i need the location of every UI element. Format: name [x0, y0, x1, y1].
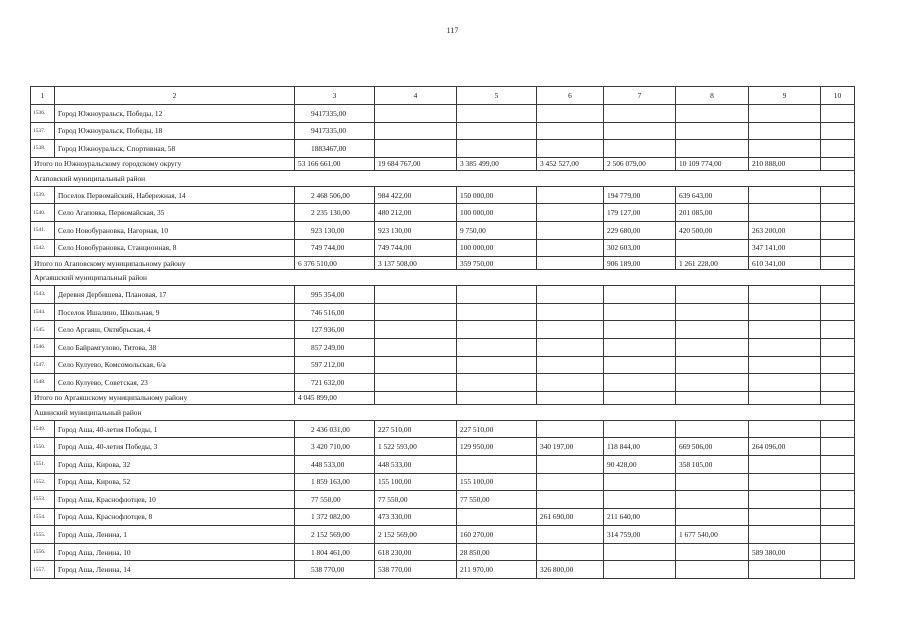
- table-row: [31, 420, 855, 438]
- amount-cell: 923 130,00: [375, 221, 457, 239]
- amount-cell: 473 330,00: [375, 508, 457, 526]
- amount-cell: [821, 338, 855, 356]
- row-index: 1547.: [31, 356, 55, 374]
- amount-cell: 669 506,00: [676, 438, 749, 456]
- column-header: 2: [55, 87, 295, 105]
- amount-cell: [821, 140, 855, 158]
- amount-cell: 3 137 508,00: [375, 257, 457, 270]
- amount-cell: 118 844,00: [604, 438, 676, 456]
- amount-cell: 150 000,00: [457, 186, 537, 204]
- amount-cell: [537, 473, 604, 491]
- amount-cell: [676, 543, 749, 561]
- amount-cell: [676, 338, 749, 356]
- amount-cell: [821, 204, 855, 222]
- address-cell: Деревня Дербишева, Плановая, 17: [55, 286, 295, 304]
- amount-cell: 155 100,00: [375, 473, 457, 491]
- total-label: Итого по Агаповскому муниципальному району: [31, 257, 295, 270]
- address-cell: Город Аша, Кирова, 52: [55, 473, 295, 491]
- amount-cell: 10 109 774,00: [676, 157, 749, 170]
- amount-cell: 618 230,00: [375, 543, 457, 561]
- amount-cell: [537, 221, 604, 239]
- amount-cell: 2 436 031,00: [295, 420, 375, 438]
- amount-cell: [676, 491, 749, 509]
- amount-cell: [375, 374, 457, 392]
- amount-cell: 984 422,00: [375, 186, 457, 204]
- amount-cell: 210 888,00: [749, 157, 821, 170]
- amount-cell: 1 261 228,00: [676, 257, 749, 270]
- amount-cell: [457, 508, 537, 526]
- amount-cell: [749, 356, 821, 374]
- amount-cell: [676, 356, 749, 374]
- amount-cell: [749, 473, 821, 491]
- address-cell: Город Аша, Краснофлотцев, 10: [55, 491, 295, 509]
- amount-cell: 2 152 569,00: [375, 526, 457, 544]
- table-row: [31, 221, 855, 239]
- amount-cell: [821, 491, 855, 509]
- amount-cell: 179 127,00: [604, 204, 676, 222]
- amount-cell: [749, 338, 821, 356]
- amount-cell: 358 105,00: [676, 455, 749, 473]
- amount-cell: [676, 140, 749, 158]
- amount-cell: [537, 420, 604, 438]
- amount-cell: [375, 122, 457, 140]
- amount-cell: 340 197,00: [537, 438, 604, 456]
- amount-cell: [604, 356, 676, 374]
- amount-cell: [821, 286, 855, 304]
- amount-cell: 155 100,00: [457, 473, 537, 491]
- amount-cell: [676, 286, 749, 304]
- table-row: [31, 286, 855, 304]
- amount-cell: 1 859 163,00: [295, 473, 375, 491]
- table-row: [31, 303, 855, 321]
- amount-cell: [604, 338, 676, 356]
- amount-cell: [749, 374, 821, 392]
- amount-cell: [749, 561, 821, 579]
- amount-cell: [457, 122, 537, 140]
- address-cell: Село Кулуево, Советская, 23: [55, 374, 295, 392]
- table-row: [31, 561, 855, 579]
- amount-cell: 9417335,00: [295, 105, 375, 123]
- row-index: 1537.: [31, 122, 55, 140]
- amount-cell: [537, 257, 604, 270]
- amount-cell: 597 212,00: [295, 356, 375, 374]
- amount-cell: 90 428,00: [604, 455, 676, 473]
- amount-cell: [749, 105, 821, 123]
- amount-cell: 610 341,00: [749, 257, 821, 270]
- amount-cell: [821, 157, 855, 170]
- amount-cell: [749, 186, 821, 204]
- amount-cell: 160 270,00: [457, 526, 537, 544]
- amount-cell: [457, 356, 537, 374]
- amount-cell: [537, 186, 604, 204]
- amount-cell: [457, 286, 537, 304]
- amount-cell: 857 249,00: [295, 338, 375, 356]
- amount-cell: 77 550,00: [375, 491, 457, 509]
- amount-cell: 264 096,00: [749, 438, 821, 456]
- table-row: [31, 122, 855, 140]
- amount-cell: [821, 239, 855, 257]
- amount-cell: [821, 221, 855, 239]
- table-row: [31, 543, 855, 561]
- address-cell: Село Аргаяш, Октябрьская, 4: [55, 321, 295, 339]
- column-header: 6: [537, 87, 604, 105]
- amount-cell: [749, 140, 821, 158]
- amount-cell: 1 372 082,00: [295, 508, 375, 526]
- table-row: [31, 356, 855, 374]
- amount-cell: [537, 526, 604, 544]
- amount-cell: [537, 338, 604, 356]
- amount-cell: [375, 356, 457, 374]
- table-row: [31, 239, 855, 257]
- amount-cell: 538 770,00: [295, 561, 375, 579]
- amount-cell: 53 166 661,00: [295, 157, 375, 170]
- amount-cell: [604, 491, 676, 509]
- amount-cell: 448 533,00: [295, 455, 375, 473]
- table-row: [31, 374, 855, 392]
- table-header-row: [31, 87, 855, 105]
- amount-cell: 227 510,00: [457, 420, 537, 438]
- row-index: 1552.: [31, 473, 55, 491]
- amount-cell: [537, 303, 604, 321]
- amount-cell: [676, 508, 749, 526]
- amount-cell: [676, 374, 749, 392]
- address-cell: Село Агаповка, Первомайская, 35: [55, 204, 295, 222]
- amount-cell: 100 000,00: [457, 239, 537, 257]
- amount-cell: 923 130,00: [295, 221, 375, 239]
- amount-cell: 3 420 710,00: [295, 438, 375, 456]
- amount-cell: [375, 303, 457, 321]
- amount-cell: 28 850,00: [457, 543, 537, 561]
- amount-cell: [537, 543, 604, 561]
- amount-cell: 639 643,00: [676, 186, 749, 204]
- amount-cell: [821, 420, 855, 438]
- amount-cell: [537, 356, 604, 374]
- amount-cell: 19 684 767,00: [375, 157, 457, 170]
- amount-cell: 201 085,00: [676, 204, 749, 222]
- amount-cell: 359 750,00: [457, 257, 537, 270]
- section-label: Аргаяшский муниципальный район: [31, 270, 855, 286]
- amount-cell: [749, 204, 821, 222]
- amount-cell: [676, 321, 749, 339]
- amount-cell: [821, 508, 855, 526]
- total-row: [31, 157, 855, 170]
- row-index: 1541.: [31, 221, 55, 239]
- amount-cell: 1 804 461,00: [295, 543, 375, 561]
- table-row: [31, 186, 855, 204]
- amount-cell: [604, 420, 676, 438]
- amount-cell: 420 500,00: [676, 221, 749, 239]
- address-cell: Город Аша, Ленина, 1: [55, 526, 295, 544]
- amount-cell: [604, 286, 676, 304]
- row-index: 1556.: [31, 543, 55, 561]
- amount-cell: [821, 303, 855, 321]
- address-cell: Поселок Первомайский, Набережная, 14: [55, 186, 295, 204]
- section-label: Агаповский муниципальный район: [31, 170, 855, 186]
- amount-cell: 4 045 899,00: [295, 391, 375, 404]
- amount-cell: [375, 338, 457, 356]
- amount-cell: [821, 438, 855, 456]
- amount-cell: [821, 356, 855, 374]
- row-index: 1546.: [31, 338, 55, 356]
- amount-cell: [749, 508, 821, 526]
- total-label: Итого по Южноуральскому городскому округу: [31, 157, 295, 170]
- amount-cell: 227 510,00: [375, 420, 457, 438]
- amount-cell: 129 950,00: [457, 438, 537, 456]
- address-cell: Город Аша, 40-летия Победы, 3: [55, 438, 295, 456]
- amount-cell: [821, 473, 855, 491]
- table-row: [31, 473, 855, 491]
- table-row: [31, 140, 855, 158]
- amount-cell: 9 750,00: [457, 221, 537, 239]
- amount-cell: [537, 239, 604, 257]
- section-header-row: [31, 170, 855, 186]
- amount-cell: [676, 391, 749, 404]
- address-cell: Город Аша, Ленина, 14: [55, 561, 295, 579]
- amount-cell: [375, 286, 457, 304]
- row-index: 1549.: [31, 420, 55, 438]
- amount-cell: [604, 391, 676, 404]
- page-number: 117: [446, 26, 459, 35]
- amount-cell: [537, 455, 604, 473]
- row-index: 1542.: [31, 239, 55, 257]
- amount-cell: 538 770,00: [375, 561, 457, 579]
- row-index: 1555.: [31, 526, 55, 544]
- address-cell: Город Аша, Кирова, 32: [55, 455, 295, 473]
- amount-cell: [821, 455, 855, 473]
- amount-cell: [604, 543, 676, 561]
- amount-cell: 347 141,00: [749, 239, 821, 257]
- address-cell: Город Южноуральск, Победы, 18: [55, 122, 295, 140]
- amount-cell: [821, 257, 855, 270]
- amount-cell: [821, 526, 855, 544]
- amount-cell: [375, 391, 457, 404]
- row-index: 1553.: [31, 491, 55, 509]
- total-row: [31, 257, 855, 270]
- amount-cell: [676, 239, 749, 257]
- table-row: [31, 508, 855, 526]
- amount-cell: [749, 286, 821, 304]
- amount-cell: [375, 321, 457, 339]
- amount-cell: [604, 321, 676, 339]
- amount-cell: 3 452 527,00: [537, 157, 604, 170]
- amount-cell: 589 380,00: [749, 543, 821, 561]
- row-index: 1540.: [31, 204, 55, 222]
- amount-cell: 211 970,00: [457, 561, 537, 579]
- address-cell: Город Аша, Ленина, 10: [55, 543, 295, 561]
- address-cell: Село Новобурановка, Станционная, 8: [55, 239, 295, 257]
- amount-cell: 448 533,00: [375, 455, 457, 473]
- amount-cell: 749 744,00: [295, 239, 375, 257]
- amount-cell: 2 152 569,00: [295, 526, 375, 544]
- amount-cell: 77 550,00: [295, 491, 375, 509]
- amount-cell: 9417335,00: [295, 122, 375, 140]
- amount-cell: 995 354,00: [295, 286, 375, 304]
- amount-cell: [749, 303, 821, 321]
- row-index: 1543.: [31, 286, 55, 304]
- amount-cell: 3 385 499,00: [457, 157, 537, 170]
- table-row: [31, 526, 855, 544]
- column-header: 3: [295, 87, 375, 105]
- row-index: 1550.: [31, 438, 55, 456]
- amount-cell: [749, 391, 821, 404]
- amount-cell: [457, 140, 537, 158]
- amount-cell: [821, 105, 855, 123]
- row-index: 1536.: [31, 105, 55, 123]
- amount-cell: [537, 286, 604, 304]
- amount-cell: 2 235 130,00: [295, 204, 375, 222]
- table-row: [31, 438, 855, 456]
- amount-cell: [457, 321, 537, 339]
- amount-cell: [537, 105, 604, 123]
- column-header: 1: [31, 87, 55, 105]
- amount-cell: [604, 303, 676, 321]
- amount-cell: [604, 473, 676, 491]
- amount-cell: [537, 122, 604, 140]
- amount-cell: 263 200,00: [749, 221, 821, 239]
- amount-cell: [604, 561, 676, 579]
- amount-cell: [676, 122, 749, 140]
- amount-cell: 302 603,00: [604, 239, 676, 257]
- amount-cell: [821, 122, 855, 140]
- address-cell: Село Кулуево, Комсомольская, 6/а: [55, 356, 295, 374]
- amount-cell: 229 680,00: [604, 221, 676, 239]
- amount-cell: [375, 140, 457, 158]
- section-header-row: [31, 404, 855, 420]
- amount-cell: [676, 561, 749, 579]
- amount-cell: [676, 303, 749, 321]
- row-index: 1539.: [31, 186, 55, 204]
- amount-cell: [749, 420, 821, 438]
- amount-cell: [537, 374, 604, 392]
- column-header: 4: [375, 87, 457, 105]
- amount-cell: 261 690,00: [537, 508, 604, 526]
- column-header: 5: [457, 87, 537, 105]
- amount-cell: 194 779,00: [604, 186, 676, 204]
- amount-cell: [676, 420, 749, 438]
- amount-cell: [749, 455, 821, 473]
- amount-cell: [537, 491, 604, 509]
- amount-cell: [604, 140, 676, 158]
- amount-cell: 1 522 593,00: [375, 438, 457, 456]
- amount-cell: [749, 491, 821, 509]
- budget-table: [30, 86, 855, 579]
- amount-cell: 2 506 079,00: [604, 157, 676, 170]
- table-row: [31, 204, 855, 222]
- column-header: 7: [604, 87, 676, 105]
- amount-cell: [821, 561, 855, 579]
- amount-cell: 127 936,00: [295, 321, 375, 339]
- section-header-row: [31, 270, 855, 286]
- row-index: 1551.: [31, 455, 55, 473]
- table-row: [31, 491, 855, 509]
- amount-cell: [537, 140, 604, 158]
- amount-cell: 2 468 506,00: [295, 186, 375, 204]
- address-cell: Город Южноуральск, Спортивная, 58: [55, 140, 295, 158]
- total-row: [31, 391, 855, 404]
- amount-cell: 1 677 540,00: [676, 526, 749, 544]
- amount-cell: [604, 122, 676, 140]
- amount-cell: [821, 391, 855, 404]
- amount-cell: 211 640,00: [604, 508, 676, 526]
- amount-cell: 314 759,00: [604, 526, 676, 544]
- amount-cell: 77 550,00: [457, 491, 537, 509]
- amount-cell: [457, 374, 537, 392]
- amount-cell: [821, 321, 855, 339]
- amount-cell: [749, 122, 821, 140]
- amount-cell: [457, 105, 537, 123]
- amount-cell: [457, 391, 537, 404]
- amount-cell: 100 000,00: [457, 204, 537, 222]
- amount-cell: 6 376 510,00: [295, 257, 375, 270]
- table-row: [31, 321, 855, 339]
- address-cell: Город Аша, 40-летия Победы, 1: [55, 420, 295, 438]
- table-row: [31, 105, 855, 123]
- table-row: [31, 455, 855, 473]
- amount-cell: [676, 105, 749, 123]
- amount-cell: 721 632,00: [295, 374, 375, 392]
- column-header: 10: [821, 87, 855, 105]
- column-header: 9: [749, 87, 821, 105]
- address-cell: Село Байрамгулово, Титова, 38: [55, 338, 295, 356]
- table-row: [31, 338, 855, 356]
- amount-cell: 326 800,00: [537, 561, 604, 579]
- amount-cell: [821, 374, 855, 392]
- amount-cell: [457, 455, 537, 473]
- row-index: 1545.: [31, 321, 55, 339]
- amount-cell: [749, 321, 821, 339]
- total-label: Итого по Аргаяшскому муниципальному району: [31, 391, 295, 404]
- row-index: 1544.: [31, 303, 55, 321]
- row-index: 1548.: [31, 374, 55, 392]
- row-index: 1554.: [31, 508, 55, 526]
- address-cell: Поселок Ишалино, Школьная, 9: [55, 303, 295, 321]
- row-index: 1538.: [31, 140, 55, 158]
- amount-cell: [749, 526, 821, 544]
- address-cell: Село Новобурановка, Нагорная, 10: [55, 221, 295, 239]
- amount-cell: [821, 543, 855, 561]
- row-index: 1557.: [31, 561, 55, 579]
- amount-cell: [604, 105, 676, 123]
- amount-cell: [537, 321, 604, 339]
- amount-cell: 746 516,00: [295, 303, 375, 321]
- amount-cell: [375, 105, 457, 123]
- address-cell: Город Южноуральск, Победы, 12: [55, 105, 295, 123]
- amount-cell: 480 212,00: [375, 204, 457, 222]
- amount-cell: [537, 204, 604, 222]
- amount-cell: [457, 303, 537, 321]
- column-header: 8: [676, 87, 749, 105]
- address-cell: Город Аша, Краснофлотцев, 8: [55, 508, 295, 526]
- amount-cell: [676, 473, 749, 491]
- amount-cell: [457, 338, 537, 356]
- amount-cell: 906 189,00: [604, 257, 676, 270]
- section-label: Ашинский муниципальный район: [31, 404, 855, 420]
- amount-cell: [821, 186, 855, 204]
- amount-cell: 1883467,00: [295, 140, 375, 158]
- amount-cell: 749 744,00: [375, 239, 457, 257]
- amount-cell: [604, 374, 676, 392]
- amount-cell: [537, 391, 604, 404]
